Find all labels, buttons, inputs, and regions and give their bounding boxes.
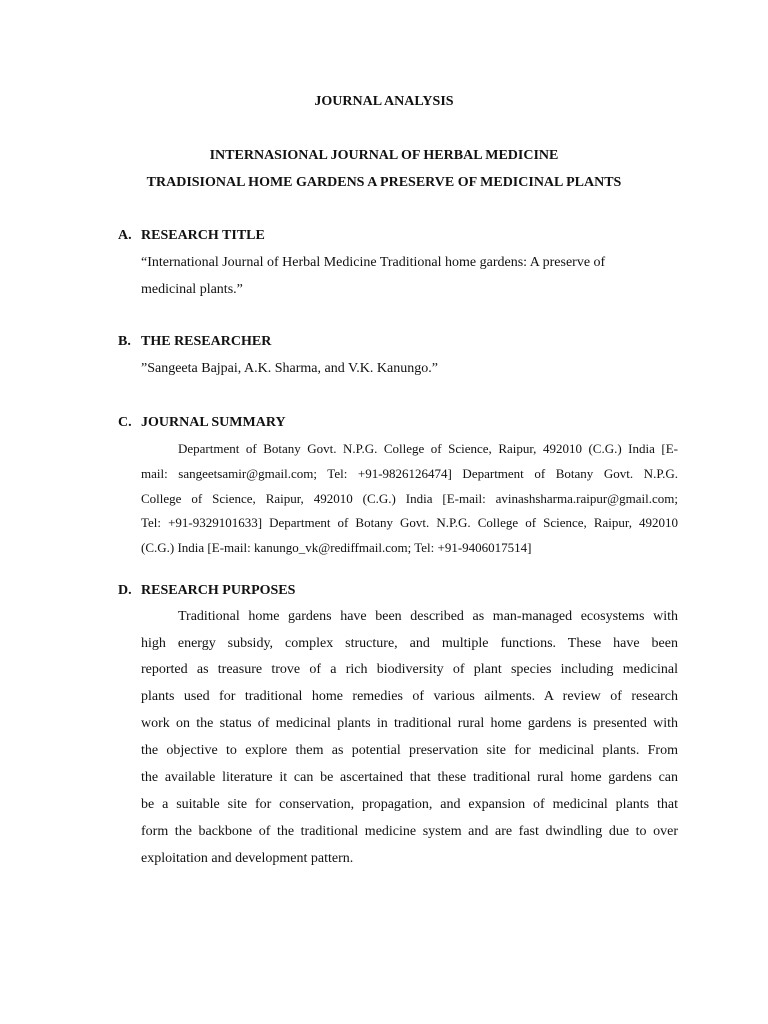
section-a-title: RESEARCH TITLE <box>141 228 265 243</box>
section-d-line-9: form the backbone of the traditional medicine system and are fast dwindling due to over <box>141 824 678 839</box>
section-d-line-8: be a suitable site for conservation, propagation, and expansion of medicinal plants that <box>141 797 678 812</box>
article-title: TRADISIONAL HOME GARDENS A PRESERVE OF MEDICINAL PLANTS <box>146 175 622 190</box>
section-c-line-2: mail: sangeetsamir@gmail.com; Tel: +91-9826126474] Department of Botany Govt. N.P.G. <box>141 466 678 481</box>
section-d-line-4: plants used for traditional home remedies of various ailments. A review of research <box>141 689 678 704</box>
section-d-line-7: the available literature it can be ascertained that these traditional rural home gardens can <box>141 770 678 785</box>
document-title: JOURNAL ANALYSIS <box>314 94 454 109</box>
section-c-line-3: College of Science, Raipur, 492010 (C.G.) India [E-mail: avinashsharma.raipur@gmail.com; <box>141 491 678 506</box>
section-a-line-2: medicinal plants.” <box>141 282 243 297</box>
section-a-heading <box>118 227 265 245</box>
section-d-title: RESEARCH PURPOSES <box>141 583 296 598</box>
section-b-letter: B. <box>118 334 131 349</box>
section-c-line-5: (C.G.) India [E-mail: kanungo_vk@rediffmail.com; Tel: +91-9406017514] <box>141 540 532 555</box>
journal-name: INTERNASIONAL JOURNAL OF HERBAL MEDICINE <box>209 148 559 163</box>
section-d-line-1: Traditional home gardens have been described as man-managed ecosystems with <box>178 609 678 624</box>
section-a-line-1: “International Journal of Herbal Medicine Traditional home gardens: A preserve of <box>141 255 606 270</box>
section-b-title: THE RESEARCHER <box>141 334 272 349</box>
section-c-title: JOURNAL SUMMARY <box>141 415 286 430</box>
section-d-line-5: work on the status of medicinal plants in traditional rural home gardens is presented with <box>141 716 678 731</box>
section-c-line-1: Department of Botany Govt. N.P.G. College of Science, Raipur, 492010 (C.G.) India [E- <box>178 441 678 456</box>
section-a-letter: A. <box>118 228 132 243</box>
section-b-heading <box>118 333 271 351</box>
section-c-heading <box>118 414 286 432</box>
section-b-line-1: ”Sangeeta Bajpai, A.K. Sharma, and V.K. Kanungo.” <box>141 361 438 376</box>
section-d-line-2: high energy subsidy, complex structure, and multiple functions. These have been <box>141 636 678 651</box>
section-d-heading <box>118 582 295 600</box>
section-d-line-3: reported as treasure trove of a rich biodiversity of plant species including medicinal <box>141 662 678 677</box>
section-c-line-4: Tel: +91-9329101633] Department of Botany Govt. N.P.G. College of Science, Raipur, 492010 <box>141 515 678 530</box>
section-d-line-10: exploitation and development pattern. <box>141 851 354 866</box>
section-c-letter: C. <box>118 415 132 430</box>
section-d-letter: D. <box>118 583 132 598</box>
section-d-line-6: the objective to explore them as potential preservation site for medicinal plants. From <box>141 743 678 758</box>
